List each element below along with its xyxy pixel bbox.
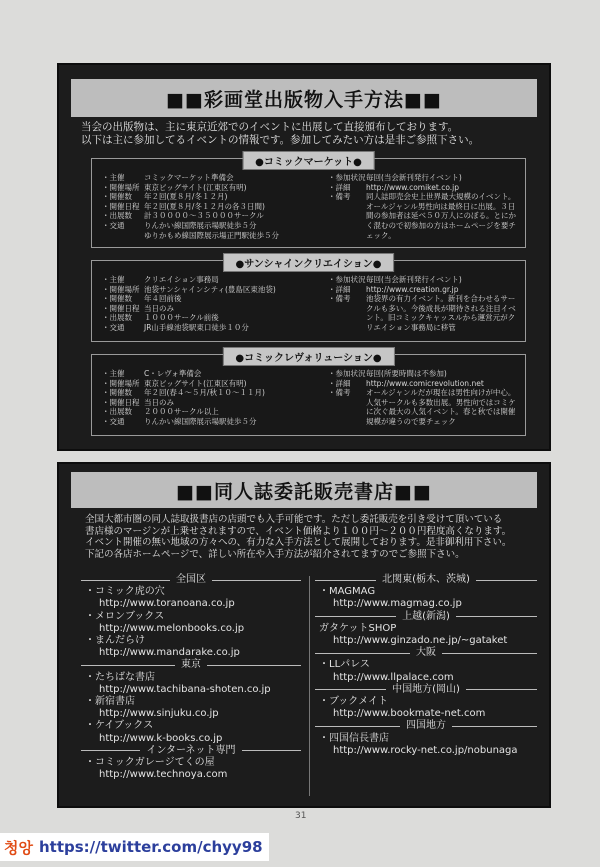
event-detail-row: [102, 398, 265, 408]
header-rule: [476, 580, 537, 581]
store-url-link[interactable]: http://www.bookmate-net.com: [333, 708, 486, 720]
detail-value: １０００サークル前後: [144, 313, 219, 323]
detail-value: 東京ビッグサイト(江東区有明): [144, 182, 247, 192]
event-detail-row: [102, 388, 265, 398]
detail-value: 年２回(夏８月/冬１２月): [144, 192, 228, 202]
event-detail-row: [102, 304, 276, 314]
event-title: ●コミックマーケット●: [242, 151, 375, 170]
store-list-left: [81, 574, 301, 781]
header-rule: [81, 580, 170, 581]
header-rule: [81, 665, 175, 666]
store-name: ・MAGMAG: [319, 586, 376, 598]
region-header: [81, 745, 301, 757]
detail-value: オールジャンルだが現在は男性向けが中心。人気サークルも多数出展。男性向ではコミケに次ぐ最大の人気イベント。春と秋では開催規模が違うので要チェック: [366, 388, 516, 426]
detail-value: 計３００００～３５０００サークル: [144, 211, 264, 221]
header-rule: [452, 726, 537, 727]
header-rule: [315, 580, 376, 581]
event-detail-row: [328, 379, 516, 389]
store-url-link[interactable]: http://www.sinjuku.co.jp: [99, 708, 219, 720]
store-name: ・まんだらけ: [85, 635, 145, 647]
detail-key: ・開催場所: [102, 378, 140, 388]
region-header: [315, 720, 537, 732]
header-rule: [315, 616, 396, 617]
detail-value: JR山手線池袋駅東口徒歩１０分: [144, 322, 249, 332]
detail-value: 年２回(春４～５月/秋１０～１１月): [144, 388, 265, 398]
store-url-link[interactable]: http://www.toranoana.co.jp: [99, 598, 235, 610]
event-detail-row: [102, 221, 279, 231]
detail-value: 東京ビッグサイト(江東区有明): [144, 378, 247, 388]
detail-key: ・開催数: [102, 192, 132, 202]
event-box: [91, 260, 526, 342]
bookstore-panel: [57, 462, 551, 808]
detail-key: ・出展数: [102, 313, 132, 323]
column-divider: [309, 576, 310, 796]
header-rule: [456, 616, 537, 617]
detail-key: ・備考: [328, 294, 351, 304]
region-name: 東京: [181, 659, 201, 671]
watermark-link[interactable]: https://twitter.com/chyy98: [38, 838, 263, 856]
intro-line: 書店様のマージンが上乗せされますので、イベント価格より１００円～２００円程度高くなります。: [85, 525, 512, 537]
store-name: ガタケットSHOP: [319, 622, 397, 634]
event-detail-row: [102, 211, 279, 221]
event-detail-row: [102, 379, 265, 389]
header-rule: [466, 689, 537, 690]
event-detail-row: [328, 192, 516, 240]
region-header: [315, 574, 537, 586]
header-rule: [81, 750, 140, 751]
detail-key: ・開催場所: [102, 182, 140, 192]
store-name: ・LLパレス: [319, 659, 370, 671]
region-header: [81, 659, 301, 671]
detail-key: ・参加状況: [328, 275, 366, 284]
store-name: ・四国信長書店: [319, 732, 389, 744]
watermark[interactable]: [0, 833, 269, 861]
detail-key: ・開催数: [102, 294, 132, 304]
store-url-link[interactable]: http://www.tachibana-shoten.co.jp: [99, 683, 271, 695]
region-name: 四国地方: [406, 720, 446, 732]
event-detail-row: [102, 323, 276, 333]
store-url-link[interactable]: http://www.llpalace.com: [333, 671, 454, 683]
intro-line: 下記の各店ホームページで、詳しい所在や入手方法が紹介されてますのでご参照下さい。: [85, 548, 465, 560]
event-detail-row: [102, 183, 279, 193]
detail-value: ２０００サークル以上: [144, 407, 219, 417]
event-detail-row: [102, 231, 279, 241]
store-name: ・コミック虎の穴: [85, 586, 165, 598]
detail-key: ・主催: [102, 275, 125, 284]
event-details-right: [328, 369, 516, 427]
store-name: ・ブックメイト: [319, 696, 388, 708]
detail-value: 当日のみ: [144, 303, 174, 313]
event-detail-row: [102, 192, 279, 202]
detail-value: クリエイション事務局: [144, 275, 219, 284]
region-header: [315, 647, 537, 659]
store-url-link[interactable]: http://www.ginzado.ne.jp/~gataket: [333, 635, 508, 647]
detail-key: ・参加状況: [328, 369, 366, 378]
detail-value: 年２回(夏８月/冬１２月の各３日間): [144, 201, 265, 211]
event-details-right: [328, 275, 516, 333]
event-details-left: [102, 369, 265, 427]
panel-title: ■■同人誌委託販売書店■■: [71, 472, 537, 508]
store-url-link[interactable]: http://www.k-books.co.jp: [99, 732, 223, 744]
store-name: ・メロンブックス: [85, 610, 165, 622]
event-detail-row: [102, 173, 279, 183]
region-name: 中国地方(岡山): [392, 683, 460, 695]
event-detail-row: [328, 275, 516, 285]
event-detail-row: [328, 294, 516, 332]
detail-value: 年４回前後: [144, 294, 182, 304]
page-number: 31: [295, 811, 307, 821]
detail-value: 毎回(所要時間は不参加): [366, 369, 447, 378]
detail-key: ・開催日程: [102, 397, 140, 407]
detail-value: 池袋サンシャインシティ(豊島区東池袋): [144, 284, 276, 294]
detail-value[interactable]: http://www.comiket.co.jp: [366, 182, 459, 192]
region-header: [81, 574, 301, 586]
event-title: ●コミックレヴォリューション●: [222, 347, 394, 366]
panel-intro: [81, 121, 531, 147]
panel-title: ■■彩画堂出版物入手方法■■: [71, 79, 537, 117]
store-url-link[interactable]: http://www.rocky-net.co.jp/nobunaga: [333, 744, 518, 756]
event-detail-row: [102, 294, 276, 304]
event-detail-row: [102, 369, 265, 379]
intro-line: 当会の出版物は、主に東京近郊でのイベントに出展して直接頒布しております。: [81, 121, 459, 133]
detail-key: ・詳細: [328, 182, 351, 192]
header-rule: [212, 580, 301, 581]
detail-key: ・交通: [102, 416, 125, 426]
store-name: ・ケイブックス: [85, 720, 154, 732]
intro-line: 全国大都市圏の同人誌取扱書店の店頭でも入手可能です。ただし委託販売を引き受けて頂いている: [85, 514, 503, 525]
detail-value[interactable]: http://www.comicrevolution.net: [366, 378, 484, 388]
event-details-left: [102, 173, 279, 240]
header-rule: [207, 665, 301, 666]
watermark-korean: 청앙: [4, 838, 33, 857]
intro-line: イベント開催の無い地域の方々への、有力な入手方法として展開しております。是非御利用下さい。: [85, 537, 512, 549]
panel-intro: [85, 514, 531, 560]
region-header: [315, 684, 537, 696]
store-url-link[interactable]: http://www.magmag.co.jp: [333, 598, 462, 610]
event-detail-row: [328, 388, 516, 426]
detail-value: 毎回(当会新刊発行イベント): [366, 173, 462, 182]
header-rule: [442, 653, 537, 654]
detail-value[interactable]: http://www.creation.gr.jp: [366, 284, 459, 294]
intro-line: 以下は主に参加してるイベントの情報です。参加してみたい方は是非ご参照下さい。: [81, 134, 480, 146]
region-name: 上越(新潟): [402, 610, 450, 622]
detail-value: コミックマーケット準備会: [144, 173, 234, 182]
detail-key: ・開催日程: [102, 201, 140, 211]
header-rule: [315, 653, 410, 654]
store-url-link[interactable]: http://www.mandarake.co.jp: [99, 647, 240, 659]
detail-value: 同人誌即売会史上世界最大規模のイベント。オールジャンル男性向は最終日に出展。３日間の参加者は延べ５０万人にのぼる。とにかく混むので初参加の方はホームページを要チェック。: [366, 192, 516, 240]
detail-key: ・開催日程: [102, 303, 140, 313]
event-detail-row: [328, 369, 516, 379]
detail-key: [102, 231, 144, 241]
store-url-link[interactable]: http://www.melonbooks.co.jp: [99, 622, 245, 634]
store-url-link[interactable]: http://www.technoya.com: [99, 769, 228, 781]
detail-key: ・交通: [102, 322, 125, 332]
detail-key: ・詳細: [328, 284, 351, 294]
detail-value: 当日のみ: [144, 397, 174, 407]
event-detail-row: [102, 407, 265, 417]
detail-value: ゆりかもめ線国際展示場正門駅徒歩５分: [144, 230, 279, 240]
detail-key: ・開催数: [102, 388, 132, 398]
detail-key: ・詳細: [328, 378, 351, 388]
event-detail-row: [328, 173, 516, 183]
event-detail-row: [102, 275, 276, 285]
region-name: 大阪: [416, 647, 436, 659]
region-name: インターネット専門: [146, 744, 236, 756]
header-rule: [242, 750, 301, 751]
detail-key: ・出展数: [102, 407, 132, 417]
region-name: 北関東(栃木、茨城): [382, 574, 470, 585]
event-detail-row: [102, 202, 279, 212]
detail-key: ・開催場所: [102, 284, 140, 294]
detail-key: ・交通: [102, 220, 125, 230]
event-detail-row: [102, 313, 276, 323]
event-details-left: [102, 275, 276, 333]
detail-key: ・備考: [328, 192, 351, 202]
store-name: ・新宿書店: [85, 696, 135, 708]
event-box: [91, 158, 526, 248]
store-name: ・コミックガレージてくの屋: [85, 757, 215, 769]
event-detail-row: [102, 417, 265, 427]
region-name: 全国区: [176, 574, 206, 585]
detail-value: 池袋界の有力イベント。新刊を合わせるサークルも多い。今後成長が期待される注目イベント。旧コミックキャッスルから運営元がクリエイション事務局に移管: [366, 294, 516, 332]
header-rule: [315, 726, 400, 727]
detail-value: りんかい線国際展示場駅徒歩５分: [144, 416, 257, 426]
publication-info-panel: [57, 63, 551, 451]
detail-key: ・備考: [328, 388, 351, 398]
event-details-right: [328, 173, 516, 240]
event-box: [91, 354, 526, 436]
header-rule: [315, 689, 386, 690]
store-list-right: [315, 574, 537, 757]
detail-key: ・主催: [102, 369, 125, 378]
detail-key: ・出展数: [102, 211, 132, 221]
event-detail-row: [328, 183, 516, 193]
event-detail-row: [102, 285, 276, 295]
detail-value: C・レヴォ準備会: [144, 369, 202, 378]
detail-key: ・参加状況: [328, 173, 366, 182]
event-detail-row: [328, 285, 516, 295]
detail-value: 毎回(当会新刊発行イベント): [366, 275, 462, 284]
store-name: ・たちばな書店: [85, 671, 155, 683]
event-title: ●サンシャインクリエイション●: [223, 253, 395, 272]
region-header: [315, 611, 537, 623]
detail-value: りんかい線国際展示場駅徒歩５分: [144, 220, 257, 230]
detail-key: ・主催: [102, 173, 125, 182]
